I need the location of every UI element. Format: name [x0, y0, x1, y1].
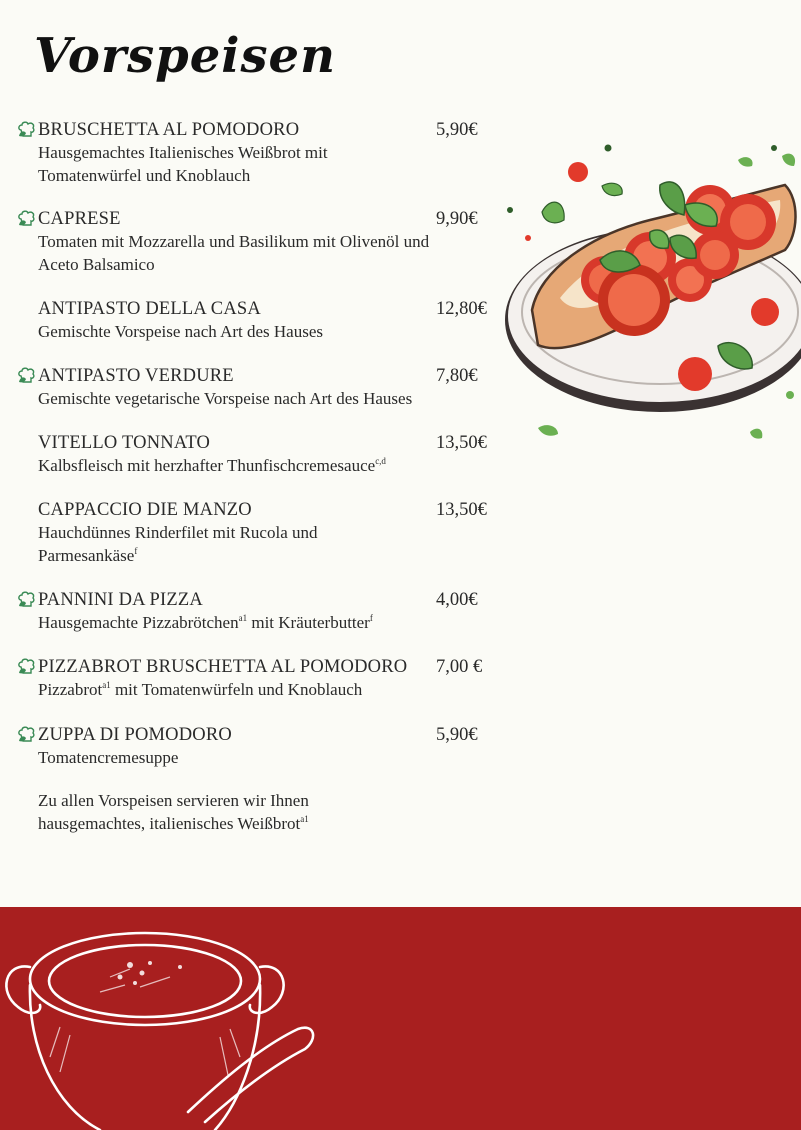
allergen-superscript: a1 [300, 813, 309, 824]
item-price: 9,90€ [436, 209, 478, 229]
item-name: CAPRESE [38, 209, 121, 229]
item-name: VITELLO TONNATO [38, 433, 211, 453]
item-description: Gemischte vegetarische Vorspeise nach Art des Hauses [38, 389, 413, 408]
bread-note: Zu allen Vorspeisen servieren wir Ihnen hausgemachtes, italienisches Weißbrot$^{a1}$ [38, 791, 309, 833]
item-name: ANTIPASTO DELLA CASA [38, 299, 261, 319]
allergen-superscript: c,d [375, 456, 386, 466]
leaf-chef-hat-icon [17, 726, 37, 744]
leaf-chef-hat-icon [17, 121, 37, 139]
leaf-chef-hat-icon [17, 658, 37, 676]
allergen-superscript: a1 [238, 613, 248, 623]
item-description: Hausgemachtes Italienisches Weißbrot mit Tomatenwürfel und Knoblauch [38, 143, 328, 185]
item-price: 7,80€ [436, 366, 478, 386]
item-price: 5,90€ [436, 120, 478, 140]
item-name: PANNINI DA PIZZA [38, 590, 203, 610]
item-name: CAPPACCIO DIE MANZO [38, 500, 252, 520]
leaf-chef-hat-icon [17, 210, 37, 228]
allergen-superscript: f [134, 545, 138, 556]
item-price: 5,90€ [436, 725, 478, 745]
leaf-chef-hat-icon [17, 591, 37, 609]
item-description: Hausgemachte Pizzabrötchen$^{a1}$ mit Kräuterbutter$^f$ [38, 613, 373, 632]
item-name: ANTIPASTO VERDURE [38, 366, 234, 386]
item-price: 7,00 € [436, 657, 483, 677]
item-price: 12,80€ [436, 299, 487, 319]
allergen-superscript: a1 [102, 680, 111, 690]
item-name: PIZZABROT BRUSCHETTA AL POMODORO [38, 657, 408, 677]
item-price: 13,50€ [436, 500, 487, 520]
leaf-chef-hat-icon [17, 367, 37, 385]
item-price: 4,00€ [436, 590, 478, 610]
allergen-superscript: f [369, 613, 373, 623]
item-description: Hauchdünnes Rinderfilet mit Rucola und Parmesankäse$^f$ [38, 523, 318, 565]
menu-list [0, 0, 500, 850]
page-title: Vorspeisen [34, 28, 336, 84]
item-description: Tomatencremesuppe [38, 748, 179, 767]
item-price: 13,50€ [436, 433, 487, 453]
item-description: Gemischte Vorspeise nach Art des Hauses [38, 322, 324, 341]
item-name: BRUSCHETTA AL POMODORO [38, 120, 300, 140]
bruschetta-illustration [500, 140, 801, 450]
item-name: ZUPPA DI POMODORO [38, 725, 232, 745]
soup-bowl-illustration [0, 907, 340, 1130]
item-description: Pizzabrot$^{a1}$ mit Tomatenwürfeln und Knoblauch [38, 680, 363, 699]
item-description: Kalbsfleisch mit herzhafter Thunfischcremesauce$^{c,d}$ [38, 456, 386, 475]
item-description: Tomaten mit Mozzarella und Basilikum mit Olivenöl und Aceto Balsamico [38, 232, 430, 274]
